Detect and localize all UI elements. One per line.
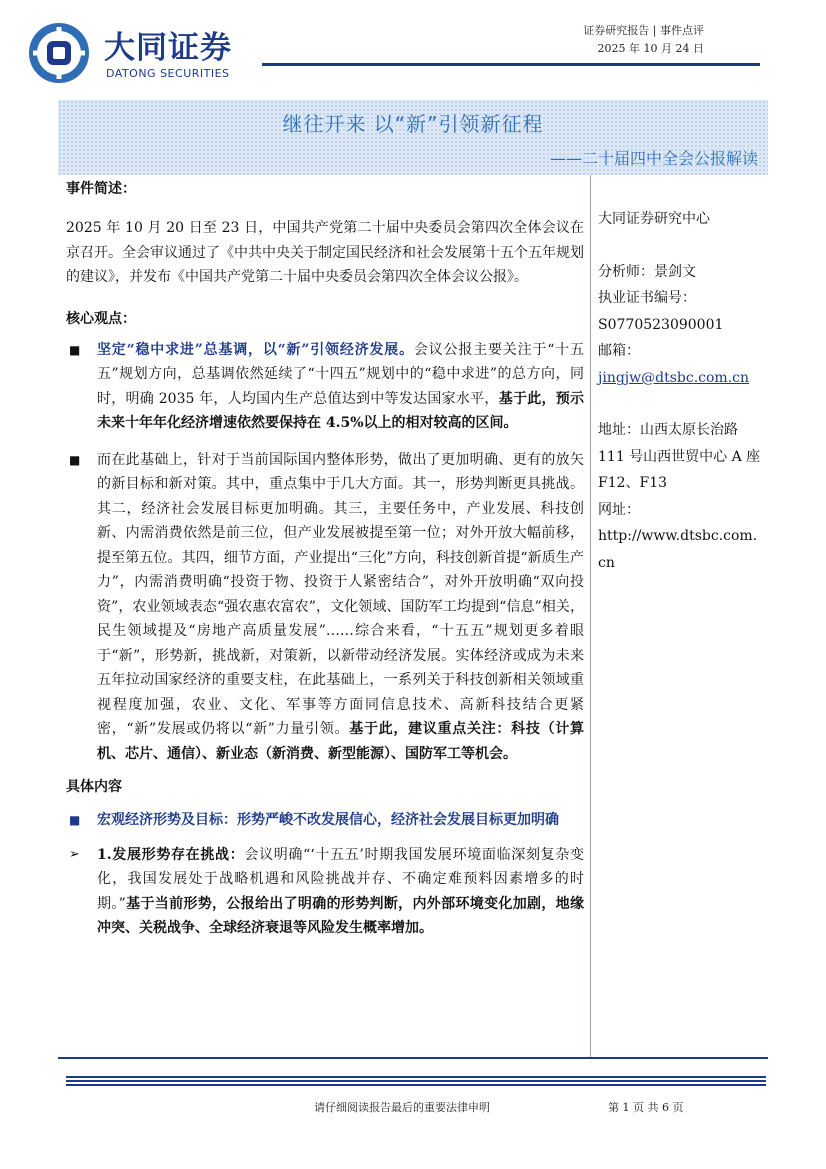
research-org: 大同证券研究中心: [598, 211, 710, 227]
cert-label: 执业证书编号：: [598, 290, 696, 306]
report-header: [0, 0, 826, 100]
square-bullet-icon: ■: [69, 813, 81, 827]
detail-item-1-conclusion: 基于当前形势，公报给出了明确的形势判断，内外部环境变化加剧，地缘冲突、关税战争、全球经济衰退等风险发生概率增加。: [97, 895, 584, 936]
legal-note: 请仔细阅读报告最后的重要法律申明: [314, 1101, 490, 1114]
square-bullet-icon: ■: [69, 452, 81, 467]
detail-item-1: [66, 843, 584, 941]
detail-heading: 具体内容: [66, 779, 122, 795]
page-number: 第 1 页 共 6 页: [608, 1101, 684, 1114]
report-subtitle: ——二十届四中全会公报解读: [549, 149, 758, 168]
analyst-name: 分析师：景剑文: [598, 263, 696, 280]
square-bullet-icon: ■: [69, 342, 81, 357]
core-point-1: [66, 338, 584, 436]
column-divider: [590, 175, 591, 1057]
title-banner: [58, 100, 768, 175]
core-point-1-conclusion: 基于此，预示未来十年年化经济增速依然要保持在 4.5%以上的相对较高的区间。: [97, 390, 585, 431]
brand-name: 大同证券: [104, 30, 232, 66]
detail-item-1-text: 会议明确“‘十五五’时期我国发展环境面临深刻复杂变化，我国发展处于战略机遇和风险挑战并存、不确定难预料因素增多的时期。”: [97, 846, 584, 912]
event-paragraph: 2025 年 10 月 20 日至 23 日，中国共产党第二十届中央委员会第四次全体会议在京召开。全会审议通过了《中共中央关于制定国民经济和社会发展第十五个五年规划的建议》，并发布《中国共产党第二十届中央委员会第四次全体会议公报》。: [66, 220, 584, 285]
event-heading: 事件简述：: [66, 181, 136, 197]
report-date: 2025 年 10 月 24 日: [597, 42, 704, 55]
brand-name-english: DATONG SECURITIES: [106, 67, 230, 80]
cert-number: S0770523090001: [598, 316, 724, 333]
address: 地址：山西太原长治路 111 号山西世贸中心 A 座 F12、F13: [598, 422, 761, 491]
core-point-1-lead: 坚定“稳中求进”总基调，以“新”引领经济发展。: [97, 341, 414, 358]
datong-logo-icon: [28, 22, 90, 84]
content-bottom-rule: [58, 1057, 768, 1059]
core-point-2-text: 而在此基础上，针对于当前国际国内整体形势，做出了更加明确、更有的放矢的新目标和新对策。其中，重点集中于几大方面。其一，形势判断更具挑战。其二，经济社会发展目标更加明确。其三，主要任务中，产业发展、科技创新、内需消费依然是前三位，但产业发展被提至第一位；对外开放大幅前移，提至第五位。其四，细节方面，产业提出“三化”方向，科技创新首提“新质生产力”，内需消费明确“投资于物、投资于人紧密结合”，对外开放明确“双向投资”，农业领域表态“强农惠农富农”，文化领域、国防军工均提到“信息”相关，民生领域提及“房地产高质量发展”……综合来看，“十五五”规划更多着眼于“新”，形势新，挑战新，对策新，以新带动经济发展。实体经济或成为未来五年拉动国家经济的重要支柱，在此基础上，一系列关于科技创新相关领域重视程度加强，农业、文化、军事等方面同信息技术、高新科技结合更紧密，“新”发展或仍将以“新”力量引领。: [97, 451, 584, 737]
core-point-2-conclusion: 基于此，建议重点关注：科技（计算机、芯片、通信）、新业态（新消费、新型能源）、国防军工等机会。: [97, 721, 584, 762]
detail-subheading: ■ 宏观经济形势及目标：形势严峻不改发展信心，经济社会发展目标更加明确: [66, 808, 584, 833]
email-label: 邮箱：: [598, 343, 640, 359]
header-divider: [262, 63, 760, 66]
report-title: 继往开来 以“新”引领新征程: [282, 112, 544, 136]
arrow-bullet-icon: ➢: [69, 846, 80, 862]
website-label: 网址：: [598, 501, 640, 518]
website-link[interactable]: http://www.dtsbc.com.cn: [598, 528, 758, 571]
core-heading: 核心观点：: [66, 310, 136, 327]
detail-item-1-label: 1.发展形势存在挑战：: [97, 846, 245, 863]
footer-stripes: [66, 1076, 766, 1090]
analyst-sidebar: [598, 206, 764, 576]
main-content: [66, 178, 584, 941]
core-point-1-text: 会议公报主要关注于“十五五”规划方向，总基调依然延续了“十四五”规划中的“稳中求进”的总方向，同时，明确 2035 年，人均国内生产总值达到中等发达国家水平，: [97, 341, 584, 407]
core-point-2: [66, 448, 584, 767]
report-type: 证券研究报告 | 事件点评: [583, 24, 704, 37]
email-link[interactable]: jingjw@dtsbc.com.cn: [598, 369, 749, 386]
